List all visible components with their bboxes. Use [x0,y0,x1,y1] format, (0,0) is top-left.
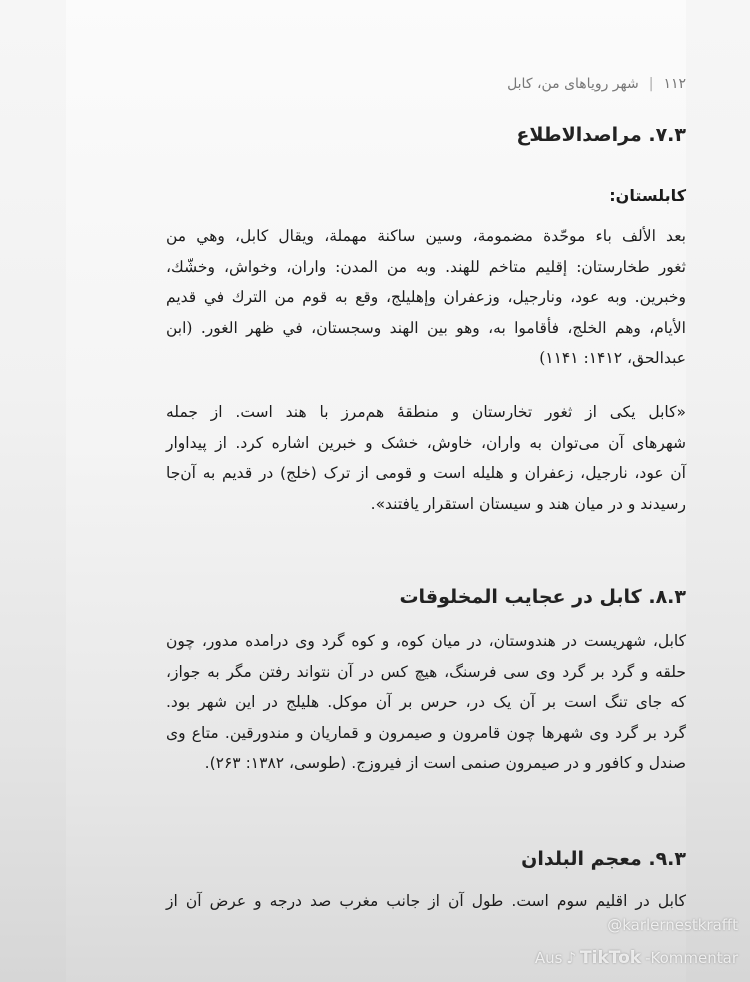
book-page [66,0,686,982]
text-line: رسیدند و در میان هند و سیستان استقرار یافتند». [370,494,686,513]
persian-translation [166,397,686,519]
watermark-source [535,948,738,968]
watermark-brand: TikTok [580,948,642,968]
subheading-kabulistan: کابلستان: [609,186,686,205]
text-line: کابل، شهریست در هندوستان، در میان کوه، و کوه گرد وی درامده مدور، چون [166,632,686,650]
watermark-username: @karlernestkrafft [607,916,738,934]
text-line: «کابل یکی از ثغور تخارستان و منطقهٔ هم‌مرز با هند است. از جمله [166,403,686,421]
tiktok-icon: ♪ [566,949,577,967]
watermark-suffix: -Kommentar [645,949,738,967]
text-line: کابل در اقلیم سوم است. طول آن از جانب مغرب صد درجه و عرض آن از [166,892,686,910]
text-line: عبدالحق، ۱۴۱۲: ۱۱۴۱) [539,349,686,367]
header-separator: | [648,76,654,92]
text-line: حلقه و گرد بر گرد وی سی فرسنگ، هیچ کس در آن نتواند رفتن مگر به جواز، [166,662,686,681]
section-9-3-body [166,886,686,917]
text-line: الأيام، وهم الخلج، فأقاموا به، وهو بين الهند وسجستان، في ظهر الغور. (ابن [166,318,686,337]
running-header [507,76,686,92]
text-line: شهرهای آن می‌توان به واران، خاوش، خشک و خبرین اشاره کرد. از پیداوار [166,433,686,452]
section-heading-7-3: ۷.۳. مراصدالاطلاع [516,124,686,146]
text-line: آن عود، نارجیل، زعفران و هلیله است و قومی از ترک (خلج) در قدیم به آن‌جا [166,464,686,482]
text-line: گرد بر گرد وی شهرها چون قامرون و صیمرون و قماریان و مندورقین. متاع وی [166,723,686,742]
arabic-quote [166,221,686,374]
section-heading-9-3: ۹.۳. معجم البلدان [521,848,686,870]
text-line: وخبرين. وبه عود، ونارجيل، وزعفران وإهليلج، وقع به قوم من الترك في قديم [166,288,686,306]
text-line: که جای تنگ است بر آن یک در، حرس بر آن موکل. هلیلج در این شهر بود. [166,693,686,711]
text-line: صندل و کافور و در صیمرون صنمی است از فیروزج. (طوسی، ۱۳۸۲: ۲۶۳). [204,754,686,772]
page-number: ۱۱۲ [663,76,686,92]
book-title: شهر رویاهای من، کابل [507,76,639,92]
text-line: ثغور طخارستان: إقليم متاخم للهند. وبه من المدن: واران، وخواش، وخشّك، [166,257,686,276]
section-8-3-body [166,626,686,779]
text-line: بعد الألف باء موحّدة مضمومة، وسين ساكنة مهملة، ويقال كابل، وهي من [166,227,686,245]
watermark-prefix: Aus [534,949,563,967]
section-heading-8-3: ۸.۳. کابل در عجایب المخلوقات [399,586,686,608]
